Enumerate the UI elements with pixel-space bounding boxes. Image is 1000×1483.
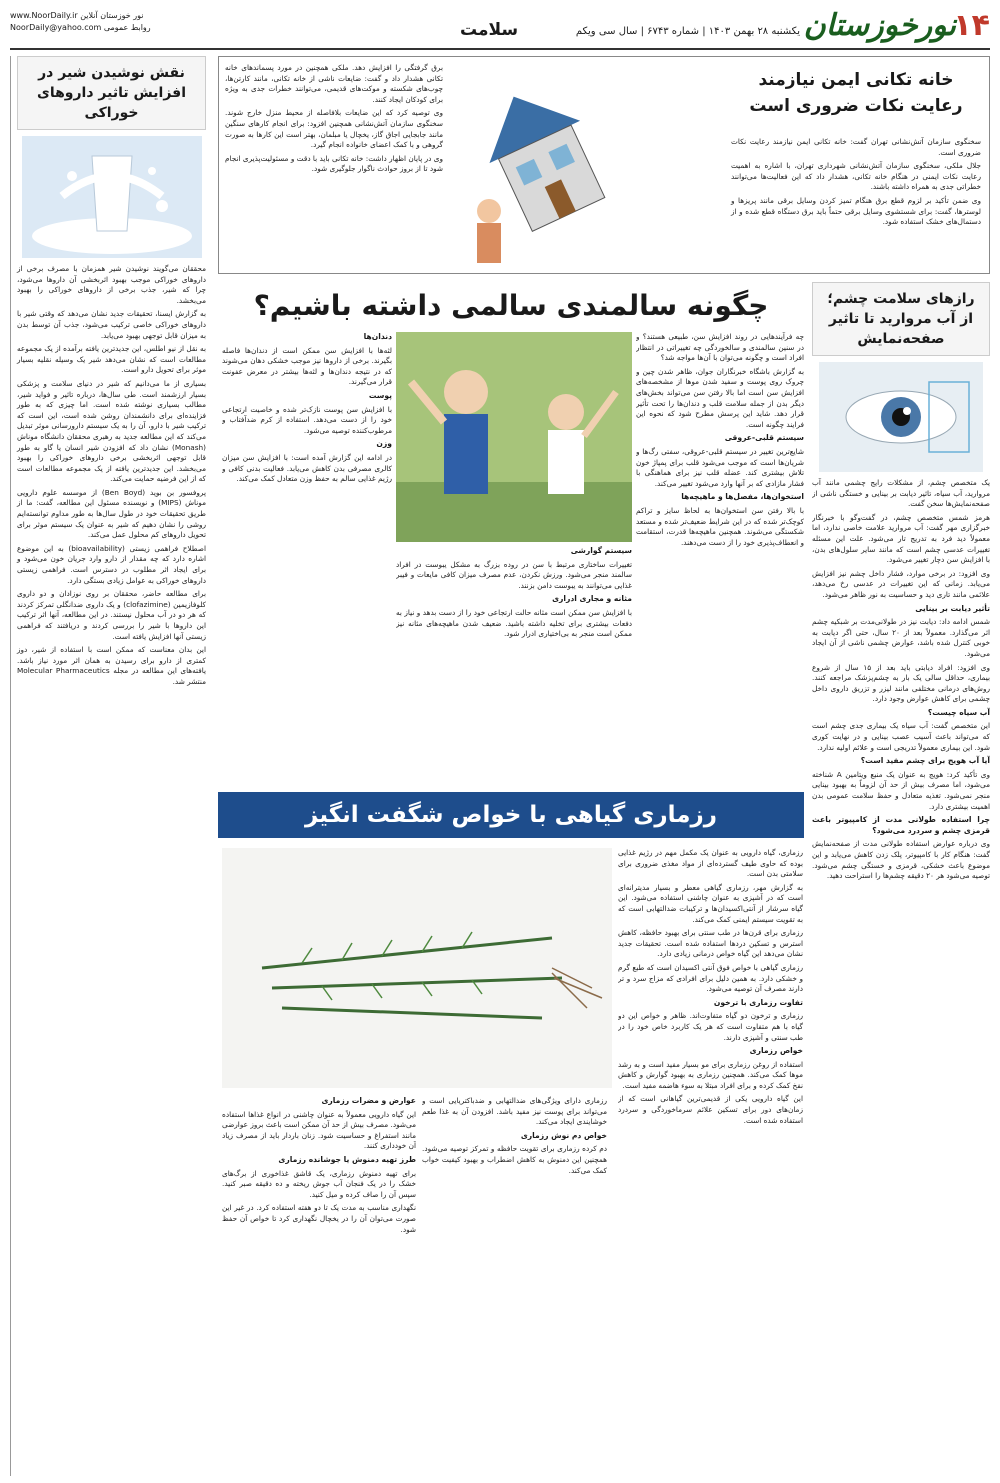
house-paragraph: سخنگوی سازمان آتش‌نشانی تهران گفت: خانه تکانی ایمن نیازمند رعایت نکات ضروری است. [731,137,981,157]
rosemary-subhead: تفاوت رزماری با ترخون [713,997,803,1007]
rosemary-subhead: خواص رزماری [749,1046,803,1056]
senior-paragraph: با بالا رفتن سن استخوان‌ها به لحاظ سایز و تراکم کوچک‌تر شده که در این شرایط ضعیف‌تر شده و مستعد شکستگی می‌شوند. همچنین ماهیچه‌ها قدرت، استقامت و انعطاف‌پذیری خود را از دست می‌دهند. [636,505,804,547]
rosemary-column-3 [222,1096,416,1476]
eye-headline-box [812,282,990,356]
eye-subhead: آب سیاه چیست؟ [927,707,990,717]
eye-article [812,282,990,1477]
senior-subhead: مثانه و مجاری ادراری [552,594,632,604]
senior-subhead: پوست [368,390,392,400]
eye-paragraph: وی افزود: در برخی موارد، فشار داخل چشم نیز افزایش می‌یابد. زمانی که این تغییرات در عدسی رخ می‌دهد، علائمی مانند تاری دید و حساسیت به نور ظاهر می‌شود. [812,568,990,599]
rosemary-subhead: طرز تهیه دمنوش یا جوشانده رزماری [278,1154,416,1164]
house-cleaning-article [218,56,990,274]
milk-paragraph: بسیاری از ما می‌دانیم که شیر در دنیای سلامت و پزشکی بسیار ارزشمند است. طی سال‌ها، درباره تاثیر و فواید شیر، مطالب بسیاری نوشته شده است. اما چیزی که به طور فزاینده‌ای برای دانشمندان روشن شده است، این است که ترکیب شیر با دارو، آن را به یک سیستم دارورسانی موثر تبدیل می‌کند که این مطالعه جدید به رهبری محققان دانشگاه موناش (Monash) نشان داد که افزودن شیر انسان یا گاو به طور قابل توجهی اثربخشی برخی داروهای خوراکی را بهبود می‌بخشد. این جدیدترین یافته از یک مجموعه مطالعات است که از این فرضیه حمایت می‌کند. [17,378,206,484]
rosemary-paragraph: استفاده از روغن رزماری برای مو بسیار مفید است و به رشد موها کمک می‌کند. همچنین رزماری به بهبود گوارش و کاهش نفخ کمک کرده و برای افراد مبتلا به سوء هاضمه مفید است. [618,1059,803,1090]
page-number: ۱۴ [953,8,990,43]
site-line-2: NoorDaily@yahoo.com روابط عمومی [10,23,151,32]
milk-paragraph: محققان می‌گویند نوشیدن شیر همزمان با مصرف برخی از داروهای خوراکی موجب بهبود اثربخشی آن داروها می‌شود، چرا که شیر، جذب برخی از داروهای خوراکی را بهبود می‌بخشد. [17,264,206,305]
site-info [10,10,151,34]
senior-paragraph: تغییرات ساختاری مرتبط با سن در روده بزرگ به مشکل یبوست در افراد سالمند منجر می‌شود. ورزش نکردن، عدم مصرف میزان کافی مایعات و فیبر غذایی می‌توانند به یبوست دامن بزنند. [396,559,632,590]
senior-column-1 [636,332,804,782]
rosemary-paragraph: این گیاه دارویی معمولاً به عنوان چاشنی در انواع غذاها استفاده می‌شود. مصرف بیش از حد آن ممکن است باعث بروز عوارضی مانند استفراغ و حساسیت شود. زنان باردار باید از مصرف زیاد آن خودداری کنند. [222,1109,416,1151]
senior-subhead: وزن [376,439,392,449]
senior-health-headline: چگونه سالمندی سالمی داشته باشیم؟ [253,289,769,322]
rosemary-paragraph: این گیاه دارویی یکی از قدیمی‌ترین گیاهانی است که از زمان‌های دور برای تسکین علائم سرماخوردگی و سردرد استفاده شده است. [618,1094,803,1125]
section-title: سلامت [460,20,519,40]
rosemary-subhead: خواص دم نوش رزماری [520,1130,607,1140]
rosemary-paragraph: برای تهیه دمنوش رزماری، یک قاشق غذاخوری از برگ‌های خشک را در یک فنجان آب جوش ریخته و ده دقیقه صبر کنید. سپس آن را صاف کرده و میل کنید. [222,1168,416,1199]
milk-paragraph: این بدان معناست که ممکن است با استفاده از شیر، دوز کمتری از دارو برای رسیدن به همان اثر مورد نیاز باشد. یافته‌های این مطالعه در مجله Molecular Pharmaceutics منتشر شد. [17,645,206,686]
house-paragraph: وی در پایان اظهار داشت: خانه تکانی باید با دقت و مسئولیت‌پذیری انجام شود تا از بروز حوادث ناگوار جلوگیری شود. [225,153,443,174]
eye-paragraph: وی تأکید کرد: هویج به عنوان یک منبع ویتامین A شناخته می‌شود، اما مصرف بیش از حد آن لزوماً به بهبود بینایی منجر نمی‌شود. تغذیه متعادل و حفظ سلامت عمومی بدن اهمیت بیشتری دارد. [812,769,990,811]
rosemary-subhead: عوارض و مضرات رزماری [321,1096,416,1105]
milk-paragraph: اصطلاح فراهمی زیستی (bioavailability) به این موضوع اشاره دارد که چه مقدار از دارو وارد جریان خون می‌شود و برای ایجاد اثر مطلوب در دسترس است. فراهمی زیستی داروهای خوراکی به عوامل زیادی بستگی دارد. [17,543,206,585]
senior-subhead: دندان‌ها [363,332,392,341]
rosemary-sprigs-photo [222,848,612,1088]
senior-subhead: سیستم گوارشی [570,546,632,555]
woman-holding-house-illustration [449,61,629,271]
eye-subhead: چرا استفاده طولانی مدت از کامپیوتر باعث قرمزی چشم و سردرد می‌شود؟ [812,815,990,835]
rosemary-title: رزماری گیاهی با خواص شگفت انگیز [305,802,717,828]
eye-paragraph: این متخصص گفت: آب سیاه یک بیماری جدی چشم است که می‌تواند باعث آسیب عصب بینایی و در نهایت کوری شود. این بیماری معمولاً تدریجی است و علائم اولیه ندارد. [812,721,990,752]
milk-title: نقش نوشیدن شیر در افزایش تاثیر داروهای خوراکی [36,65,186,121]
eye-closeup-illustration [819,362,983,472]
milk-splash-illustration [22,136,202,258]
senior-paragraph: لثه‌ها با افزایش سن ممکن است از دندان‌ها فاصله بگیرند. برخی از داروها نیز موجب خشکی دهان می‌شوند که در نتیجه دندان‌ها و لثه‌ها بیشتر در معرض عفونت قرار می‌گیرند. [222,345,392,387]
senior-paragraph: به گزارش باشگاه خبرنگاران جوان، ظاهر شدن چین و چروک روی پوست و سفید شدن موها از مشخصه‌های افزایش سن است اما بالا رفتن سن می‌تواند بخش‌های دیگر بدن از جمله سلامت قلب و دندان‌ها را تحت تأثیر قرار دهد. شاید این پرسش مطرح شود که نحوه این فرایند چگونه است. [636,366,804,429]
rosemary-column-1 [618,848,803,1478]
senior-paragraph: چه فرآیندهایی در روند افزایش سن، طبیعی هستند؟ و در سنین سالمندی و سالخوردگی چه تغییراتی در انتظار افراد است و چگونه می‌توان با آن‌ها مواجه شد؟ [636,332,804,363]
eye-paragraph: وی افزود: افراد دیابتی باید بعد از ۱۵ سال از شروع بیماری، حداقل سالی یک بار به چشم‌پزشک مراجعه کنند. روش‌های درمانی مختلفی مانند لیزر و تزریق داروی داخل چشمی برای کاهش عوارض وجود دارد. [812,662,990,704]
eye-subhead: آیا آب هویج برای چشم مفید است؟ [860,756,990,766]
milk-headline-box [17,56,206,130]
senior-paragraph: با افزایش سن ممکن است مثانه حالت ارتجاعی خود را از دست بدهد و نیاز به دفعات بیشتری برای تخلیه داشته باشید. ضعیف شدن ماهیچه‌های مثانه نیز ممکن است منجر به بی‌اختیاری ادرار شود. [396,607,632,639]
house-title: خانه تکانی ایمن نیازمند رعایت نکات ضروری است [749,70,963,116]
milk-paragraph: برای مطالعه حاضر، محققان بر روی نوزادان و دو داروی کلوفازیمین (clofazimine) و یک داروی ضدانگلی تمرکز کردند که هر دو در آب محلول نیستند. در این مطالعه، آنها اثر ترکیب این داروها با شیر را بررسی کردند و دریافتند که فراهمی زیستی آنها افزایش یافته است. [17,589,206,641]
senior-paragraph: شایع‌ترین تغییر در سیستم قلبی-عروقی، سفتی رگ‌ها و شریان‌ها است که موجب می‌شود قلب برای پمپاژ خون تلاش بیشتری کند. عضله قلب نیز برای هماهنگی با فشار مازادی که بر آنها وارد می‌شود تغییر می‌کند. [636,446,804,488]
milk-paragraph: به گزارش ایسنا، تحقیقات جدید نشان می‌دهد که وقتی شیر با داروهای خوراکی خاصی ترکیب می‌شود، جذب آن توسط بدن به میزان قابل توجهی بهبود می‌یابد. [17,309,206,340]
eye-subhead: تأثیر دیابت بر بینایی [915,603,990,613]
rosemary-headline-band [218,792,804,838]
milk-paragraph: پروفسور بن بوید (Ben Boyd) از موسسه علوم دارویی موناش (MIPS) و نویسنده مسئول این مطالعه، گفت: ما از طریق تحقیقات خود در طول سال‌ها به طور مداوم توانسته‌ایم روشی را نشان دهیم که شیر به عنوان یک سیستم موثر برای تحویل داروهای کم محلول عمل می‌کند. [17,487,206,540]
rosemary-paragraph: رزماری برای قرن‌ها در طب سنتی برای بهبود حافظه، کاهش استرس و تسکین دردها استفاده شده است. تحقیقات جدید نشان می‌دهد این گیاه خواص درمانی زیادی دارد. [618,928,803,959]
milk-paragraph: به نقل از نیو اطلس، این جدیدترین یافته برآمده از یک مجموعه مطالعات است که نشان می‌دهد شیر یک وسیله نقلیه بسیار موثر برای تحویل دارو است. [17,344,206,375]
newspaper-logo: نورخوزستان [803,8,956,43]
eye-paragraph: یک متخصص چشم، از مشکلات رایج چشمی مانند آب مروارید، آب سیاه، تاثیر دیابت بر بینایی و خستگی ناشی از صفحه‌نمایش‌ها سخن گفت. [812,478,990,509]
rosemary-paragraph: رزماری دارای ویژگی‌های ضدالتهابی و ضدباکتریایی است و می‌تواند برای پوست نیز مفید باشد. افزودن آن به غذا طعم خوشایندی ایجاد می‌کند. [422,1096,607,1127]
rosemary-column-2 [422,1096,607,1476]
eye-paragraph: وی درباره عوارض استفاده طولانی مدت از صفحه‌نمایش گفت: هنگام کار با کامپیوتر، پلک زدن کاهش می‌یابد و این موضوع باعث خشکی، قرمزی و خستگی چشم می‌شود. توصیه می‌شود هر ۲۰ دقیقه چشم‌ها را استراحت دهید. [812,839,990,881]
eye-paragraph: شمس ادامه داد: دیابت نیز در طولانی‌مدت بر شبکیه چشم اثر می‌گذارد. معمولاً بعد از ۲۰ سال، حتی اگر دیابت به خوبی کنترل شده باشد، عوارض چشمی ناشی از آن ایجاد می‌شود. [812,617,990,658]
rosemary-paragraph: رزماری و ترخون دو گیاه متفاوت‌اند. ظاهر و خواص این دو گیاه با هم متفاوت است که هر یک کاربرد خاص خود را در طب سنتی و آشپزی دارند. [618,1011,803,1042]
milk-body [17,264,206,688]
rosemary-paragraph: به گزارش مهر، رزماری گیاهی معطر و بسیار مدیترانه‌ای است که در آشپزی به عنوان چاشنی استفاده می‌شود. این گیاه سرشار از آنتی‌اکسیدان‌ها و ترکیبات ضدالتهابی است که به تقویت سیستم ایمنی کمک می‌کند. [618,882,803,924]
milk-article [10,56,206,1476]
rosemary-paragraph: رزماری، گیاه دارویی به عنوان یک مکمل مهم در رژیم غذایی بوده که حاوی طیف گسترده‌ای از مواد مغذی ضروری برای سلامتی بدن است. [618,848,803,879]
issue-info: یکشنبه ۲۸ بهمن ۱۴۰۳ | شماره ۶۷۴۳ | سال سی ویکم [575,26,800,37]
house-paragraph: جلال ملکی، سخنگوی سازمان آتش‌نشانی شهرداری تهران، با اشاره به اهمیت رعایت نکات ایمنی در هنگام خانه تکانی، هشدار داد که این فعالیت‌ها می‌توانند خطراتی جدی به همراه داشته باشند. [731,161,981,192]
eye-body [812,478,990,882]
senior-column-3 [222,332,392,782]
house-paragraph: برق گرفتگی را افزایش دهد. ملکی همچنین در مورد پسماندهای خانه تکانی هشدار داد و گفت: ضایعات ناشی از خانه تکانی، مانند کارتن‌ها، چوب‌های شکسته و موکت‌های قدیمی، می‌توانند خطرات جدی به ویژه برای کودکان ایجاد کنند. [225,63,443,104]
senior-paragraph: با افزایش سن پوست نازک‌تر شده و خاصیت ارتجاعی خود را از دست می‌دهد. استفاده از کرم ضدآفتاب و مرطوب‌کننده توصیه می‌شود. [222,404,392,435]
eye-paragraph: هرمز شمس متخصص چشم، در گفت‌وگو با خبرنگار خبرگزاری مهر گفت: آب مروارید علامت خاصی ندارد، اما معمولاً دید فرد به تدریج تار می‌شود. علت این مسئله تغییرات عدسی چشم است که مانند سایر سلول‌های بدن، با افزایش سن دچار تغییر می‌شود. [812,512,990,565]
seniors-exercising-photo [396,332,632,542]
eye-title: رازهای سلامت چشم؛ از آب مروارید تا تاثیر صفحه‌نمایش [827,291,975,347]
house-paragraph: وی ضمن تأکید بر لزوم قطع برق هنگام تمیز کردن وسایل برقی مانند پریزها و لوسترها، گفت: برای شستشوی وسایل برقی حتماً باید برق دستگاه قطع شده و از دستمال‌های خشک استفاده شود. [731,195,981,227]
site-line-1: www.NoorDaily.ir نور خوزستان آنلاین [10,11,144,20]
senior-paragraph: در ادامه این گزارش آمده است: با افزایش سن میزان کالری مصرفی بدن کاهش می‌یابد. فعالیت بدنی کافی و رژیم غذایی سالم به حفظ وزن متعادل کمک می‌کند. [222,452,392,484]
masthead [10,8,990,50]
senior-column-2 [396,546,632,782]
house-paragraph: وی توصیه کرد که این ضایعات بلافاصله از محیط منزل خارج شوند. سخنگوی سازمان آتش‌نشانی همچنین افزود: برای انجام کارهای سنگین مانند جابجایی اجاق گاز، یخچال یا مبلمان، بهتر است این کارها به صورت گروهی و با کمک اعضای خانواده انجام گیرد. [225,108,443,150]
rosemary-paragraph: رزماری گیاهی با خواص فوق آنتی اکسیدان است که طبع گرم و خشکی دارد. به همین دلیل برای افرادی که مزاج سرد و تر دارند مصرف آن توصیه می‌شود. [618,962,803,994]
house-body [225,63,443,178]
senior-subhead: استخوان‌ها، مفصل‌ها و ماهیچه‌ها [681,492,804,502]
house-lead [731,137,981,231]
senior-subhead: سیستم قلبی-عروقی [724,433,804,443]
rosemary-paragraph: نگهداری مناسب به مدت یک تا دو هفته استفاده کرد. در غیر این صورت می‌توان آن را در یخچال نگهداری کرد تا خواص آن حفظ شود. [222,1203,416,1234]
rosemary-paragraph: دم کرده رزماری برای تقویت حافظه و تمرکز توصیه می‌شود. همچنین این دمنوش به کاهش اضطراب و بهبود کیفیت خواب کمک می‌کند. [422,1144,607,1175]
